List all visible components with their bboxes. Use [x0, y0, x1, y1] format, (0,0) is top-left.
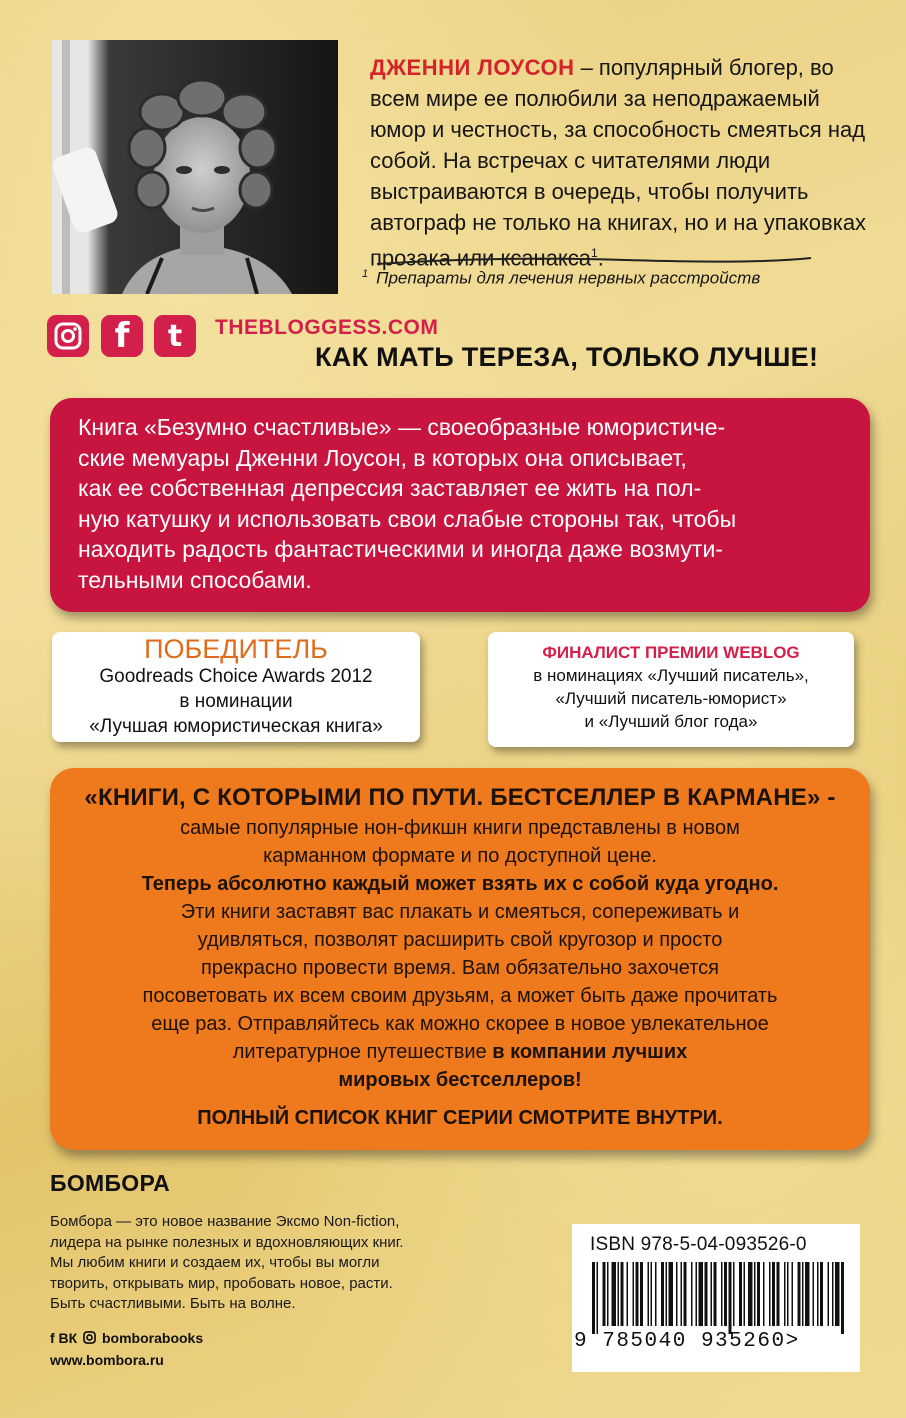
series-line: удивляться, позволят расширить свой кругозор и просто: [197, 929, 723, 951]
footnote-ref: 1: [591, 246, 598, 260]
barcode-bar: [772, 1262, 775, 1326]
ean-left-group: 785040: [602, 1330, 687, 1353]
barcode-bar: [721, 1262, 723, 1326]
barcode-bar: [813, 1262, 815, 1326]
barcode-bar: [681, 1262, 683, 1326]
barcode-bar: [607, 1262, 609, 1326]
series-line: посоветовать их всем своим друзьям, а может быть даже прочитать: [142, 985, 778, 1007]
barcode-bar: [733, 1262, 735, 1326]
series-heading: «КНИГИ, С КОТОРЫМИ ПО ПУТИ. БЕСТСЕЛЛЕР В КАРМАНЕ» -: [84, 784, 836, 811]
award-winner-card: [52, 632, 420, 742]
award-winner-line: в номинации: [179, 691, 293, 712]
author-site-link[interactable]: THEBLOGGESS.COM: [215, 316, 439, 339]
barcode-bar: [684, 1262, 687, 1326]
publisher-line: творить, открывать мир, пробовать новое, расти.: [50, 1274, 393, 1292]
barcode-bar: [655, 1262, 657, 1326]
award-finalist-title: ФИНАЛИСТ ПРЕМИИ WEBLOG: [542, 643, 800, 662]
instagram-icon[interactable]: [47, 315, 89, 357]
award-winner-line: «Лучшая юмористическая книга»: [89, 716, 383, 737]
publisher-line: Мы любим книги и создаем их, чтобы вы могли: [50, 1254, 380, 1271]
barcode-bar: [763, 1262, 765, 1326]
ean-mark: >: [785, 1330, 800, 1353]
barcode-bar: [832, 1262, 834, 1326]
series-line: прекрасно провести время. Вам обязательно захочется: [200, 957, 720, 979]
publisher-name: БОМБОРА: [50, 1170, 171, 1196]
barcode-bar: [621, 1262, 624, 1326]
barcode-bar: [603, 1262, 606, 1326]
barcode-bar: [792, 1262, 794, 1326]
ean-first-digit: 9: [574, 1330, 589, 1353]
barcode-bar: [636, 1262, 639, 1326]
barcode-bar: [651, 1262, 653, 1326]
book-description: [78, 412, 858, 595]
series-line-bold: мировых бестселлеров!: [338, 1069, 582, 1091]
publisher-site-link[interactable]: www.bombora.ru: [50, 1352, 164, 1368]
barcode-bar: [739, 1262, 742, 1326]
facebook-icon[interactable]: f: [101, 315, 143, 357]
series-line: Эти книги заставят вас плакать и смеяться, сопереживать и: [180, 901, 740, 923]
series-bold-line: Теперь абсолютно каждый может взять их с собой куда угодно.: [141, 873, 779, 895]
barcode-bar: [592, 1262, 595, 1334]
isbn-number: ISBN 978-5-04-093526-0: [590, 1234, 807, 1255]
instagram-icon[interactable]: [83, 1330, 96, 1346]
footnote-number: 1: [362, 268, 369, 280]
barcode-bars: [590, 1262, 846, 1334]
author-bio: ДЖЕННИ ЛОУСОН – популярный блогер, во всем мире ее полюбили за неподражаемый юмор и честность, за способность смеяться над собой. На встречах с читателями люди выстраиваются в очередь, чтобы получить автограф не только на книгах, но и на упаковках прозака или ксанакса$^1$.: [370, 55, 867, 271]
series-line: еще раз. Отправляйтесь как можно скорее в новое увлекательное: [151, 1013, 769, 1035]
barcode-bar: [724, 1262, 727, 1326]
award-finalist-line: «Лучший писатель-юморист»: [555, 689, 787, 708]
barcode-bar: [769, 1262, 771, 1326]
tagline: КАК МАТЬ ТЕРЕЗА, ТОЛЬКО ЛУЧШЕ!: [315, 342, 819, 372]
description-line: находить радость фантастическими и иногда даже возмути-: [78, 536, 723, 562]
barcode-bar: [835, 1262, 840, 1326]
publisher-line: лидера на рынке полезных и вдохновляющих книг.: [50, 1233, 404, 1251]
series-line-plain: литературное путешествие: [232, 1041, 493, 1063]
barcode-bar: [705, 1262, 708, 1326]
barcode-bar: [699, 1262, 704, 1326]
award-finalist-card: [488, 632, 854, 747]
description-line: ские мемуары Дженни Лоусон, в которых она описывает,: [78, 444, 687, 471]
barcode-bar: [618, 1262, 620, 1326]
barcode-bar: [798, 1262, 801, 1326]
footnote-text: Препараты для лечения нервных расстройств: [376, 268, 761, 288]
barcode-bar: [612, 1262, 617, 1326]
barcode-bar: [669, 1262, 674, 1326]
description-line: ную катушку и использовать свои слабые стороны так, чтобы: [78, 505, 737, 532]
facebook-vk-icons[interactable]: f ВК: [50, 1330, 78, 1346]
description-line: тельными способами.: [78, 566, 312, 593]
ean-right-group: 935260: [700, 1330, 786, 1353]
author-name: ДЖЕННИ ЛОУСОН: [370, 55, 575, 80]
barcode-bar: [691, 1262, 693, 1326]
barcode-bar: [784, 1262, 786, 1326]
barcode-bar: [696, 1262, 698, 1326]
barcode-bar: [841, 1262, 844, 1334]
series-line: самые популярные нон-фикшн книги представлены в новом: [180, 817, 740, 839]
author-bio-text: – популярный блогер, во всем мире ее полюбили за неподражаемый юмор и честность, за способность смеяться над собой. На встречах с читателями люди выстраиваются в очередь, чтобы получить автограф не только на книгах, но и на упаковках прозака или ксанакса: [370, 55, 867, 271]
barcode-bar: [711, 1262, 713, 1326]
barcode-bar: [777, 1262, 780, 1326]
barcode-bar: [676, 1262, 678, 1326]
series-line: [70, 1038, 850, 1066]
barcode-bar: [729, 1262, 732, 1334]
barcode-bar: [817, 1262, 819, 1326]
award-finalist-line: и «Лучший блог года»: [584, 712, 758, 731]
barcode-bar: [661, 1262, 664, 1326]
description-line: как ее собственная депрессия заставляет ее жить на пол-: [78, 475, 702, 501]
description-line: Книга «Безумно счастливые» — своеобразные юмористиче-: [78, 414, 726, 440]
ean-digits: [574, 1330, 800, 1353]
barcode-bar: [714, 1262, 717, 1326]
barcode-bar: [828, 1262, 830, 1326]
barcode-bar: [633, 1262, 635, 1326]
series-line-bold: в компании лучших: [492, 1041, 688, 1063]
barcode-bar: [748, 1262, 753, 1326]
barcode-bar: [757, 1262, 760, 1326]
series-footer: ПОЛНЫЙ СПИСОК КНИГ СЕРИИ СМОТРИТЕ ВНУТРИ.: [197, 1107, 723, 1129]
barcode-bar: [648, 1262, 650, 1326]
publisher-line: Быть счастливыми. Быть на волне.: [50, 1295, 296, 1312]
barcode-bar: [805, 1262, 810, 1326]
barcode-bar: [787, 1262, 789, 1326]
barcode-bar: [640, 1262, 643, 1326]
award-finalist-line: в номинациях «Лучший писатель»,: [533, 666, 809, 685]
publisher-description: [50, 1212, 520, 1315]
award-winner-title: ПОБЕДИТЕЛЬ: [144, 634, 328, 664]
series-description: [70, 782, 850, 1132]
tumblr-icon[interactable]: t: [154, 315, 196, 357]
footnote: [362, 268, 832, 289]
author-photo: [52, 40, 338, 294]
barcode-bar: [754, 1262, 756, 1326]
barcode-bar: [744, 1262, 746, 1326]
award-winner-line: Goodreads Choice Awards 2012: [99, 666, 373, 687]
series-line: карманном формате и по доступной цене.: [263, 845, 657, 867]
barcode-bar: [627, 1262, 629, 1326]
publisher-line: Бомбора — это новое название Эксмо Non-fiction,: [50, 1213, 400, 1230]
handwritten-underline: [375, 254, 815, 268]
barcode-bar: [597, 1262, 599, 1334]
barcode-bar: [666, 1262, 668, 1326]
barcode-bar: [802, 1262, 804, 1326]
publisher-social[interactable]: [50, 1330, 203, 1346]
publisher-handle[interactable]: bomborabooks: [102, 1330, 204, 1346]
barcode-bar: [820, 1262, 823, 1326]
